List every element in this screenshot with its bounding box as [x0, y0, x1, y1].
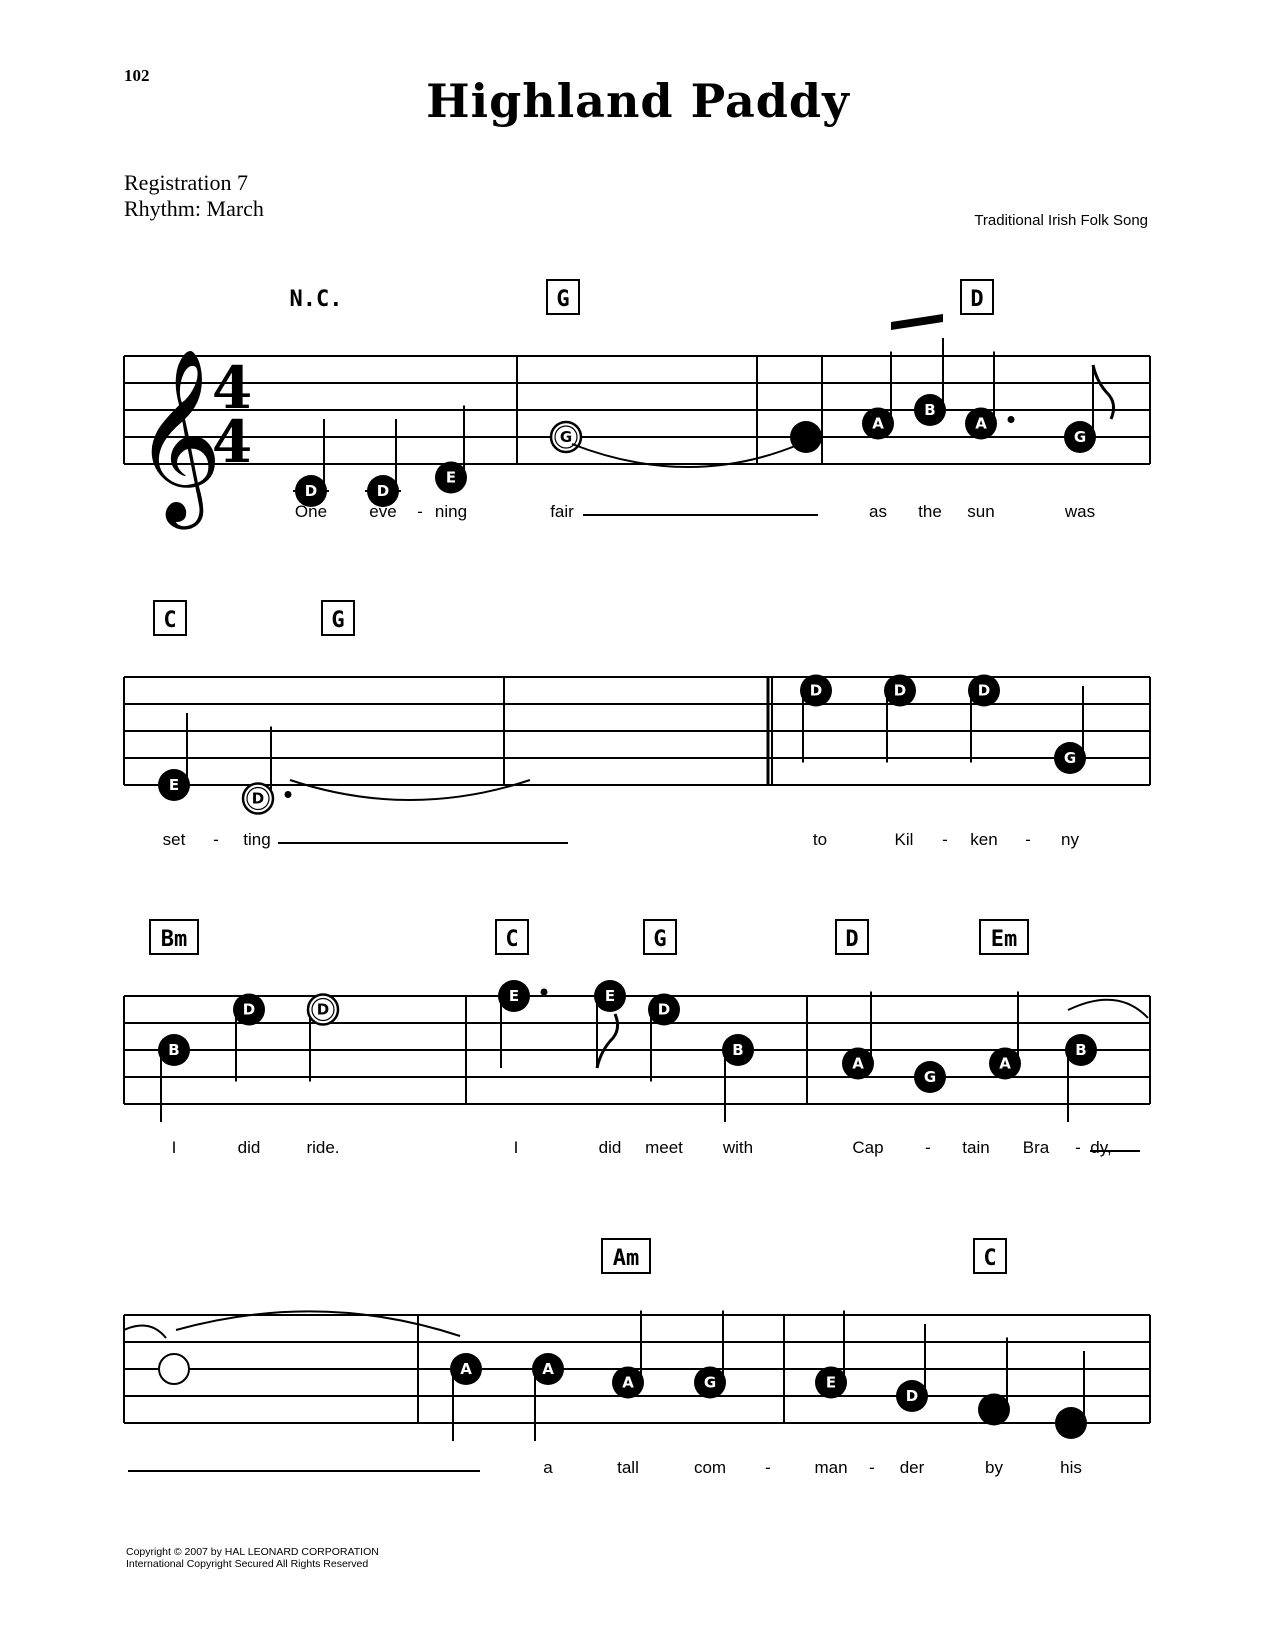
lyric-syllable: fair [550, 502, 574, 521]
lyric-syllable: ny [1061, 830, 1079, 849]
note-letter: G [559, 428, 573, 446]
lyric-syllable: tain [962, 1138, 990, 1157]
lyric-syllable: as [869, 502, 887, 521]
lyric-syllable: ride. [306, 1138, 340, 1157]
lyric-syllable: to [812, 830, 828, 849]
staff-system [124, 601, 1150, 849]
note-letter: G [1073, 428, 1087, 446]
lyric-syllable: did [598, 1138, 622, 1157]
note [233, 994, 265, 1082]
chord-symbol: G [331, 608, 345, 633]
note [914, 1061, 946, 1093]
note-letter: A [852, 1054, 864, 1073]
chord-symbol: D [970, 287, 984, 312]
rhythm-label: Rhythm: March [124, 196, 264, 221]
note-letter: D [893, 681, 907, 700]
note-letter: D [242, 1000, 256, 1019]
lyric-syllable: - [1075, 1138, 1081, 1157]
note-letter: A [999, 1054, 1011, 1073]
lyric-syllable: meet [645, 1138, 683, 1157]
lyric-syllable: Cap [852, 1138, 884, 1157]
lyric-syllable: - [869, 1458, 875, 1477]
lyric-syllable: der [899, 1458, 925, 1477]
lyric-syllable: Kil [894, 830, 914, 849]
lyric-syllable: - [417, 502, 423, 521]
copyright-line: Copyright © 2007 by HAL LEONARD CORPORATION [126, 1546, 379, 1558]
note-letter: E [445, 468, 457, 487]
note [159, 1354, 189, 1384]
note-letter: E [168, 776, 180, 794]
tie [290, 780, 530, 800]
treble-clef-icon: 𝄞 [133, 348, 223, 522]
note-head [790, 421, 822, 453]
lyric-syllable: - [765, 1458, 771, 1477]
song-title: Highland Paddy [426, 74, 850, 128]
tie [1068, 1000, 1148, 1018]
lyric-syllable: I [171, 1138, 177, 1157]
note-letter: A [872, 414, 884, 433]
dot [285, 791, 292, 798]
note [968, 675, 1000, 763]
lyric-syllable: - [925, 1138, 931, 1157]
note-letter: B [1075, 1041, 1087, 1059]
lyric-syllable: by [985, 1458, 1003, 1477]
lyric-syllable: - [1025, 830, 1031, 849]
note [694, 1311, 726, 1399]
note-letter: D [657, 1000, 671, 1019]
note-letter: A [975, 414, 987, 433]
staff-system [124, 1239, 1150, 1477]
note [790, 421, 822, 453]
lyric-syllable: tall [617, 1458, 639, 1477]
note-letter: A [542, 1360, 554, 1378]
lyric-syllable: his [1060, 1458, 1082, 1477]
note-beam [891, 314, 943, 330]
lyric-syllable: I [513, 1138, 519, 1157]
note [435, 406, 467, 494]
chord-symbol: C [505, 927, 519, 952]
note-letter: G [1063, 749, 1077, 767]
time-signature-top: 4 [211, 354, 253, 422]
note [884, 675, 916, 763]
note [842, 992, 874, 1080]
note [862, 352, 894, 440]
lyric-syllable: com [693, 1458, 727, 1477]
note-letter: E [508, 987, 520, 1005]
chord-symbol: C [983, 1246, 997, 1271]
dot [1008, 416, 1015, 423]
lyric-syllable: did [237, 1138, 261, 1157]
note [800, 675, 832, 763]
lyric-syllable: with [722, 1138, 754, 1157]
note [648, 994, 680, 1082]
note-letter: G [923, 1068, 937, 1086]
dot [541, 989, 548, 996]
lyric-syllable: ting [243, 830, 271, 849]
page-number: 102 [124, 66, 150, 85]
lyric-syllable: - [213, 830, 219, 849]
chord-symbol: Bm [160, 927, 188, 952]
chord-symbol: G [556, 287, 570, 312]
lyric-syllable: sun [967, 502, 995, 521]
lyric-syllable: ning [434, 502, 468, 521]
lyric-syllable: eve [369, 502, 397, 521]
staff-system [124, 920, 1150, 1157]
note [308, 995, 338, 1082]
note-letter: B [168, 1041, 180, 1059]
chord-symbol: Em [990, 927, 1018, 952]
registration-label: Registration 7 [124, 170, 249, 195]
lyric-syllable: - [942, 830, 948, 849]
chord-symbol: N.C. [289, 287, 343, 312]
note-head [159, 1354, 189, 1384]
note [612, 1311, 644, 1399]
note [978, 1338, 1010, 1426]
copyright-line: International Copyright Secured All Rights Reserved [126, 1558, 369, 1570]
note-letter: D [905, 1387, 919, 1405]
tie [124, 1326, 166, 1339]
lyric-syllable: Bra [1022, 1138, 1050, 1157]
note-letter: D [316, 1000, 330, 1019]
note [989, 992, 1021, 1080]
lyric-syllable: ken [970, 830, 998, 849]
chord-symbol: D [845, 927, 859, 952]
staff-system [124, 280, 1150, 530]
note-letter: B [924, 401, 936, 419]
note-head [978, 1394, 1010, 1426]
chord-symbol: Am [612, 1246, 640, 1271]
note-head [1055, 1407, 1087, 1439]
chord-symbol: C [163, 608, 177, 633]
note [815, 1311, 847, 1399]
lyric-syllable: set [162, 830, 186, 849]
note [243, 727, 292, 814]
lyric-syllable: man [814, 1458, 848, 1477]
lyric-syllable: the [918, 502, 942, 521]
note-letter: A [622, 1373, 634, 1392]
note-letter: E [825, 1373, 837, 1392]
lyric-syllable: dy, [1090, 1138, 1112, 1157]
composer-credit: Traditional Irish Folk Song [974, 212, 1148, 229]
note-letter: D [376, 482, 390, 500]
lyric-syllable: was [1064, 502, 1096, 521]
note [551, 422, 581, 452]
time-signature-bottom: 4 [211, 408, 253, 476]
lyric-syllable: a [543, 1458, 553, 1477]
note-letter: A [460, 1360, 472, 1378]
chord-symbol: G [653, 927, 667, 952]
note [965, 352, 1015, 440]
note-letter: D [977, 681, 991, 700]
note-letter: D [304, 482, 318, 500]
note-letter: D [251, 789, 265, 808]
note-letter: G [703, 1373, 717, 1392]
note-letter: B [732, 1041, 744, 1059]
note-letter: E [604, 987, 616, 1005]
lyric-syllable: One [294, 502, 328, 521]
note-letter: D [809, 681, 823, 700]
